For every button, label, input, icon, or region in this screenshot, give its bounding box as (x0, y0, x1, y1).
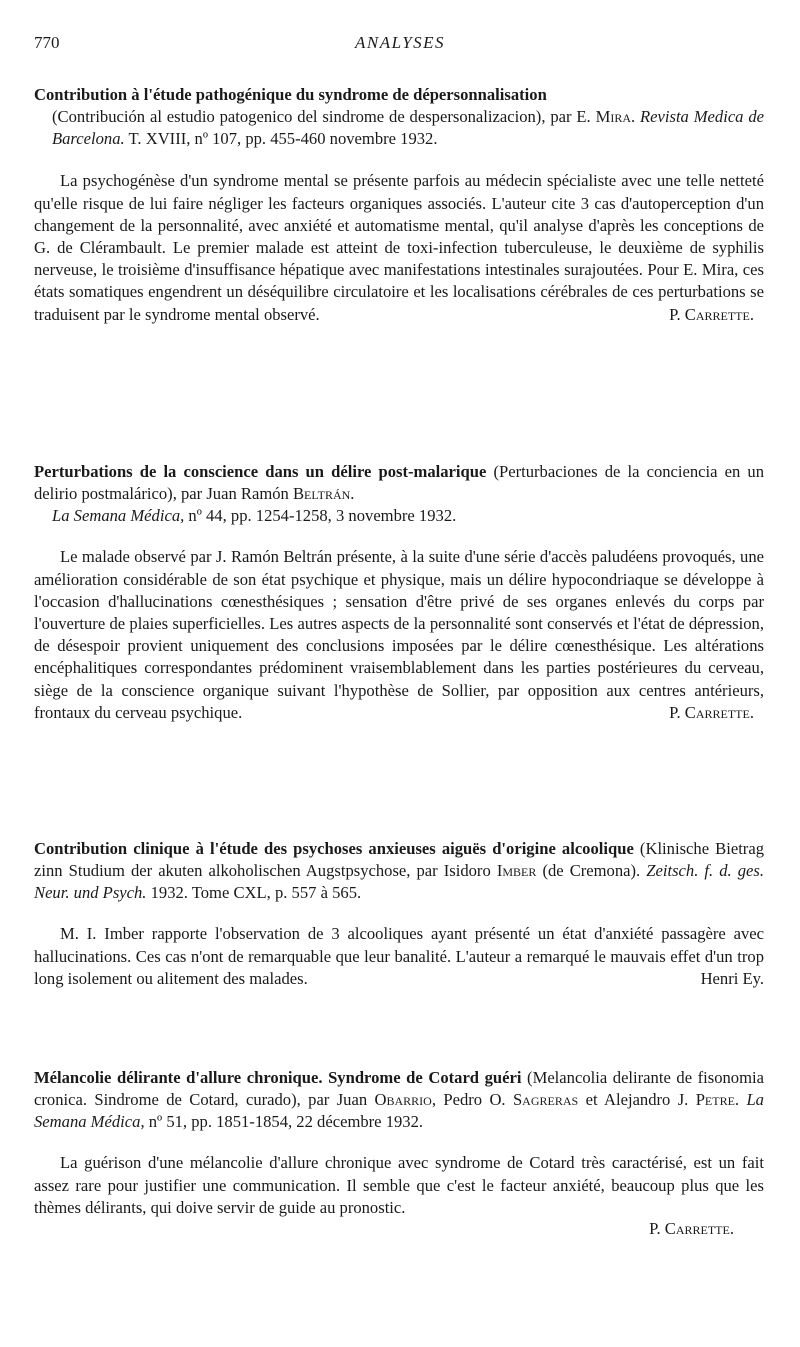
page-number: 770 (34, 33, 60, 52)
review-author: Beltrán. (292, 483, 355, 503)
review-heading (34, 84, 764, 149)
review-author: Petre. (695, 1089, 740, 1109)
review-journal: La Semana Médica, (34, 1089, 764, 1131)
review-title: Mélancolie délirante d'allure chronique. Syndrome de Cotard guéri (34, 1068, 522, 1087)
review-author: Imber (496, 860, 537, 880)
journal-title: ANALYSES (354, 33, 446, 52)
review-heading (34, 1067, 764, 1132)
citation-details: nº 44, pp. 1254-1258, 3 novembre 1932. (184, 505, 457, 525)
review-signature: Henri Ey. (700, 968, 764, 988)
review-title: Perturbations de la conscience dans un délire post-malarique (34, 462, 487, 481)
citation-text: (Contribución al estudio patogenico del sindrome de despersonalizacion), par E. (52, 106, 596, 126)
citation-details: nº 51, pp. 1851-1854, 22 décembre 1932. (144, 1111, 424, 1131)
review-author: Obarrio, (374, 1089, 436, 1109)
citation-text: (Melancolia delirante de fisonomia cronica. Sindrome de Cotard, curado), par Juan (34, 1068, 764, 1109)
review-citation (34, 106, 764, 150)
review-body-text: M. I. Imber rapporte l'observation de 3 alcooliques ayant présenté un état d'anxiété passagère avec hallucinations. Ces cas n'ont de remarquable que leur banalité. L'auteur a remarqué le mauvais effet d'un trop long isolement ou alitement des malades. (34, 924, 764, 988)
review-title: Contribution clinique à l'étude des psychoses anxieuses aiguës d'origine alcoolique (34, 839, 634, 858)
review-psychoses-anxieuses (34, 838, 764, 990)
review-body-text: La guérison d'une mélancolie d'allure chronique avec syndrome de Cotard très caractérisé, est un fait assez rare pour justifier une communication. Il semble que c'est le facteur anxiété, beaucoup plus que les thèmes délirants, qui doive servir de guide au pronostic. (34, 1153, 764, 1217)
review-signature: P. Carrette. (669, 304, 754, 324)
review-body (34, 1152, 764, 1219)
review-journal: Revista Medica de Barcelona. (52, 106, 765, 148)
review-journal: Zeitsch. f. d. ges. Neur. und Psych. (34, 860, 765, 902)
citation-text: (Perturbaciones de la conciencia en un delirio postmalárico), par Juan Ramón (34, 462, 765, 503)
review-body (34, 923, 764, 990)
citation-text: (Klinische Bietrag zinn Studium der akuten alkoholischen Augstpsychose, par Isidoro (34, 839, 764, 880)
review-author: Sagreras (512, 1089, 579, 1109)
review-body-text: Le malade observé par J. Ramón Beltrán présente, à la suite d'une série d'accès paludéens provoqués, une amélioration considérable de son état psychique et physique, mais un délire hypocondriaque se développe à l'occasion d'hallucinations cœnesthésiques ; sensation d'être privé de ses organes enlevés du corps par l'ouverture de plaies superficielles. Les autres aspects de la personnalité sont conservés et l'état de dépression, de désespoir provient uniquement des conclusions imposées par le délire cœnesthésique. Les altérations encéphalitiques correspondantes prédominent vraisemblablement dans les parties postérieures du cerveau, siège de la conscience organique suivant l'hypothèse de Sollier, par opposition aux centres antérieurs, frontaux du cerveau psychique. (34, 547, 764, 722)
review-signature: P. Carrette. (649, 1219, 734, 1238)
review-author: Mira. (595, 106, 636, 126)
citation-text-mid: (de Cremona). (536, 860, 647, 880)
review-body (34, 170, 764, 325)
review-depersonnalisation (34, 84, 764, 326)
author-join: et Alejandro J. (578, 1089, 696, 1109)
review-heading (34, 461, 764, 526)
running-head (34, 33, 766, 57)
review-body (34, 546, 764, 724)
review-body-text: La psychogénèse d'un syndrome mental se présente parfois au médecin spécialiste avec une telle netteté qu'elle risque de lui faire négliger les facteurs organiques associés. L'auteur cite 3 cas d'autoperception d'un changement de la personnalité, avec anxiété et automatisme mental, qu'il analyse d'après les conceptions de G. de Clérambault. Le premier malade est atteint de toxi-infection tuberculeuse, le deuxième de syphilis nerveuse, le troisième d'insuffisance hépatique avec manifestations intestinales surajoutées. Pour E. Mira, ces états somatiques engendrent un déséquilibre circulatoire et les localisations cérébrales de ces perturbations se traduisent par le syndrome mental observé. (34, 171, 764, 324)
review-title: Contribution à l'étude pathogénique du syndrome de dépersonnalisation (34, 85, 547, 104)
review-delire-post-malarique (34, 461, 764, 724)
citation-details: T. XVIII, nº 107, pp. 455-460 novembre 1932. (124, 128, 438, 148)
review-journal: La Semana Médica, (52, 505, 185, 525)
citation-details: 1932. Tome CXL, p. 557 à 565. (146, 882, 362, 902)
review-heading (34, 838, 764, 903)
review-signature: P. Carrette. (669, 702, 754, 722)
review-melancolie-cotard (34, 1067, 764, 1239)
author-join: Pedro O. (435, 1089, 513, 1109)
